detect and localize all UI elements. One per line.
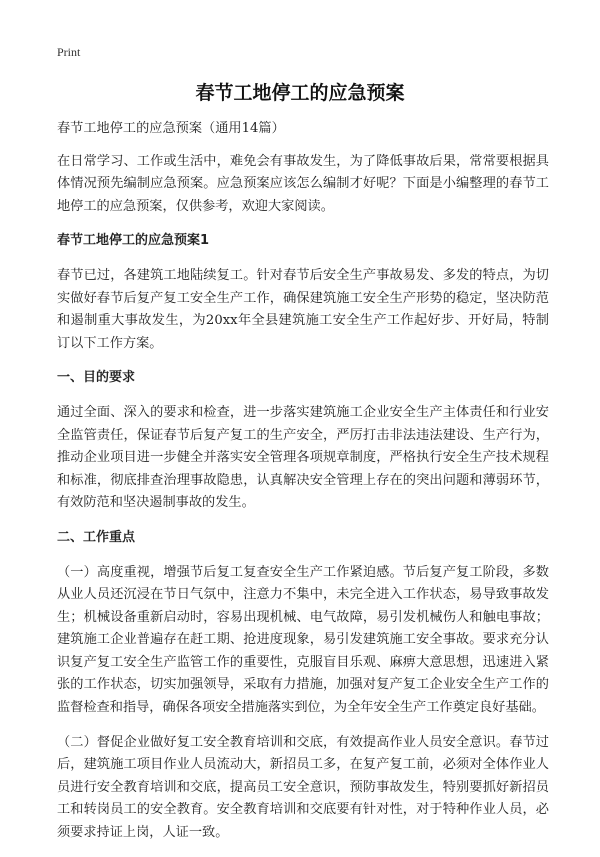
- section-title: 春节工地停工的应急预案1: [57, 233, 210, 249]
- focus-item-2: （二）督促企业做好复工安全教育培训和交底，有效提高作业人员安全意识。春节过后，建筑施工项目作业人员流动大，新招员工多，在复产复工前，必须对全体作业人员进行安全教育培训和交底，提高员工安全意识，预防事故发生，特别要抓好新招员工和转岗员工的安全教育。安全教育培训和交底要有针对性，对于特种作业人员，必须要求持证上岗，人证一致。: [57, 734, 549, 841]
- focus-item-1: （一）高度重视，增强节后复工复查安全生产工作紧迫感。节后复产复工阶段，多数从业人员还沉浸在节日气氛中，注意力不集中，未完全进入工作状态，易导致事故发生；机械设备重新启动时，容易出现机械、电气故障，易引发机械伤人和触电事故；建筑施工企业普遍存在赶工期、抢进度现象，易引发建筑施工安全事故。要求充分认识复产复工安全生产监管工作的重要性，克服盲目乐观、麻痹大意思想，迅速进入紧张的工作状态，切实加强领导，采取有力措施，加强对复产复工企业安全生产工作的监督检查和指导，确保各项安全措施落实到位，为全年安全生产工作奠定良好基础。: [57, 564, 549, 716]
- document-title: 春节工地停工的应急预案: [195, 82, 405, 104]
- heading-focus: 二、工作重点: [57, 529, 136, 545]
- section-paragraph: 春节已过，各建筑工地陆续复工。针对春节后安全生产事故易发、多发的特点，为切实做好春节后复产复工安全生产工作，确保建筑施工安全生产形势的稳定，坚决防范和遏制重大事故发生，为20xx年全县建筑施工安全生产工作起好步、开好局，特制订以下工作方案。: [57, 267, 549, 351]
- print-link[interactable]: Print: [57, 45, 81, 59]
- document-body: [57, 118, 549, 857]
- heading-goal: 一、目的要求: [57, 370, 136, 386]
- document-subtitle: 春节工地停工的应急预案（通用14篇）: [57, 121, 285, 136]
- intro-paragraph: 在日常学习、工作或生活中，难免会有事故发生，为了降低事故后果，常常要根据具体情况预先编制应急预案。应急预案应该怎么编制才好呢？下面是小编整理的春节工地停工的应急预案，仅供参考，欢迎大家阅读。: [57, 153, 549, 214]
- goal-paragraph: 通过全面、深入的要求和检查，进一步落实建筑施工企业安全生产主体责任和行业安全监管责任，保证春节后复产复工的生产安全，严厉打击非法违法建设、生产行为，推动企业项目进一步健全并落实安全管理各项规章制度，严格执行安全生产技术规程和标准，彻底排查治理事故隐患，认真解决安全管理上存在的突出问题和薄弱环节，有效防范和坚决遏制事故的发生。: [57, 404, 549, 511]
